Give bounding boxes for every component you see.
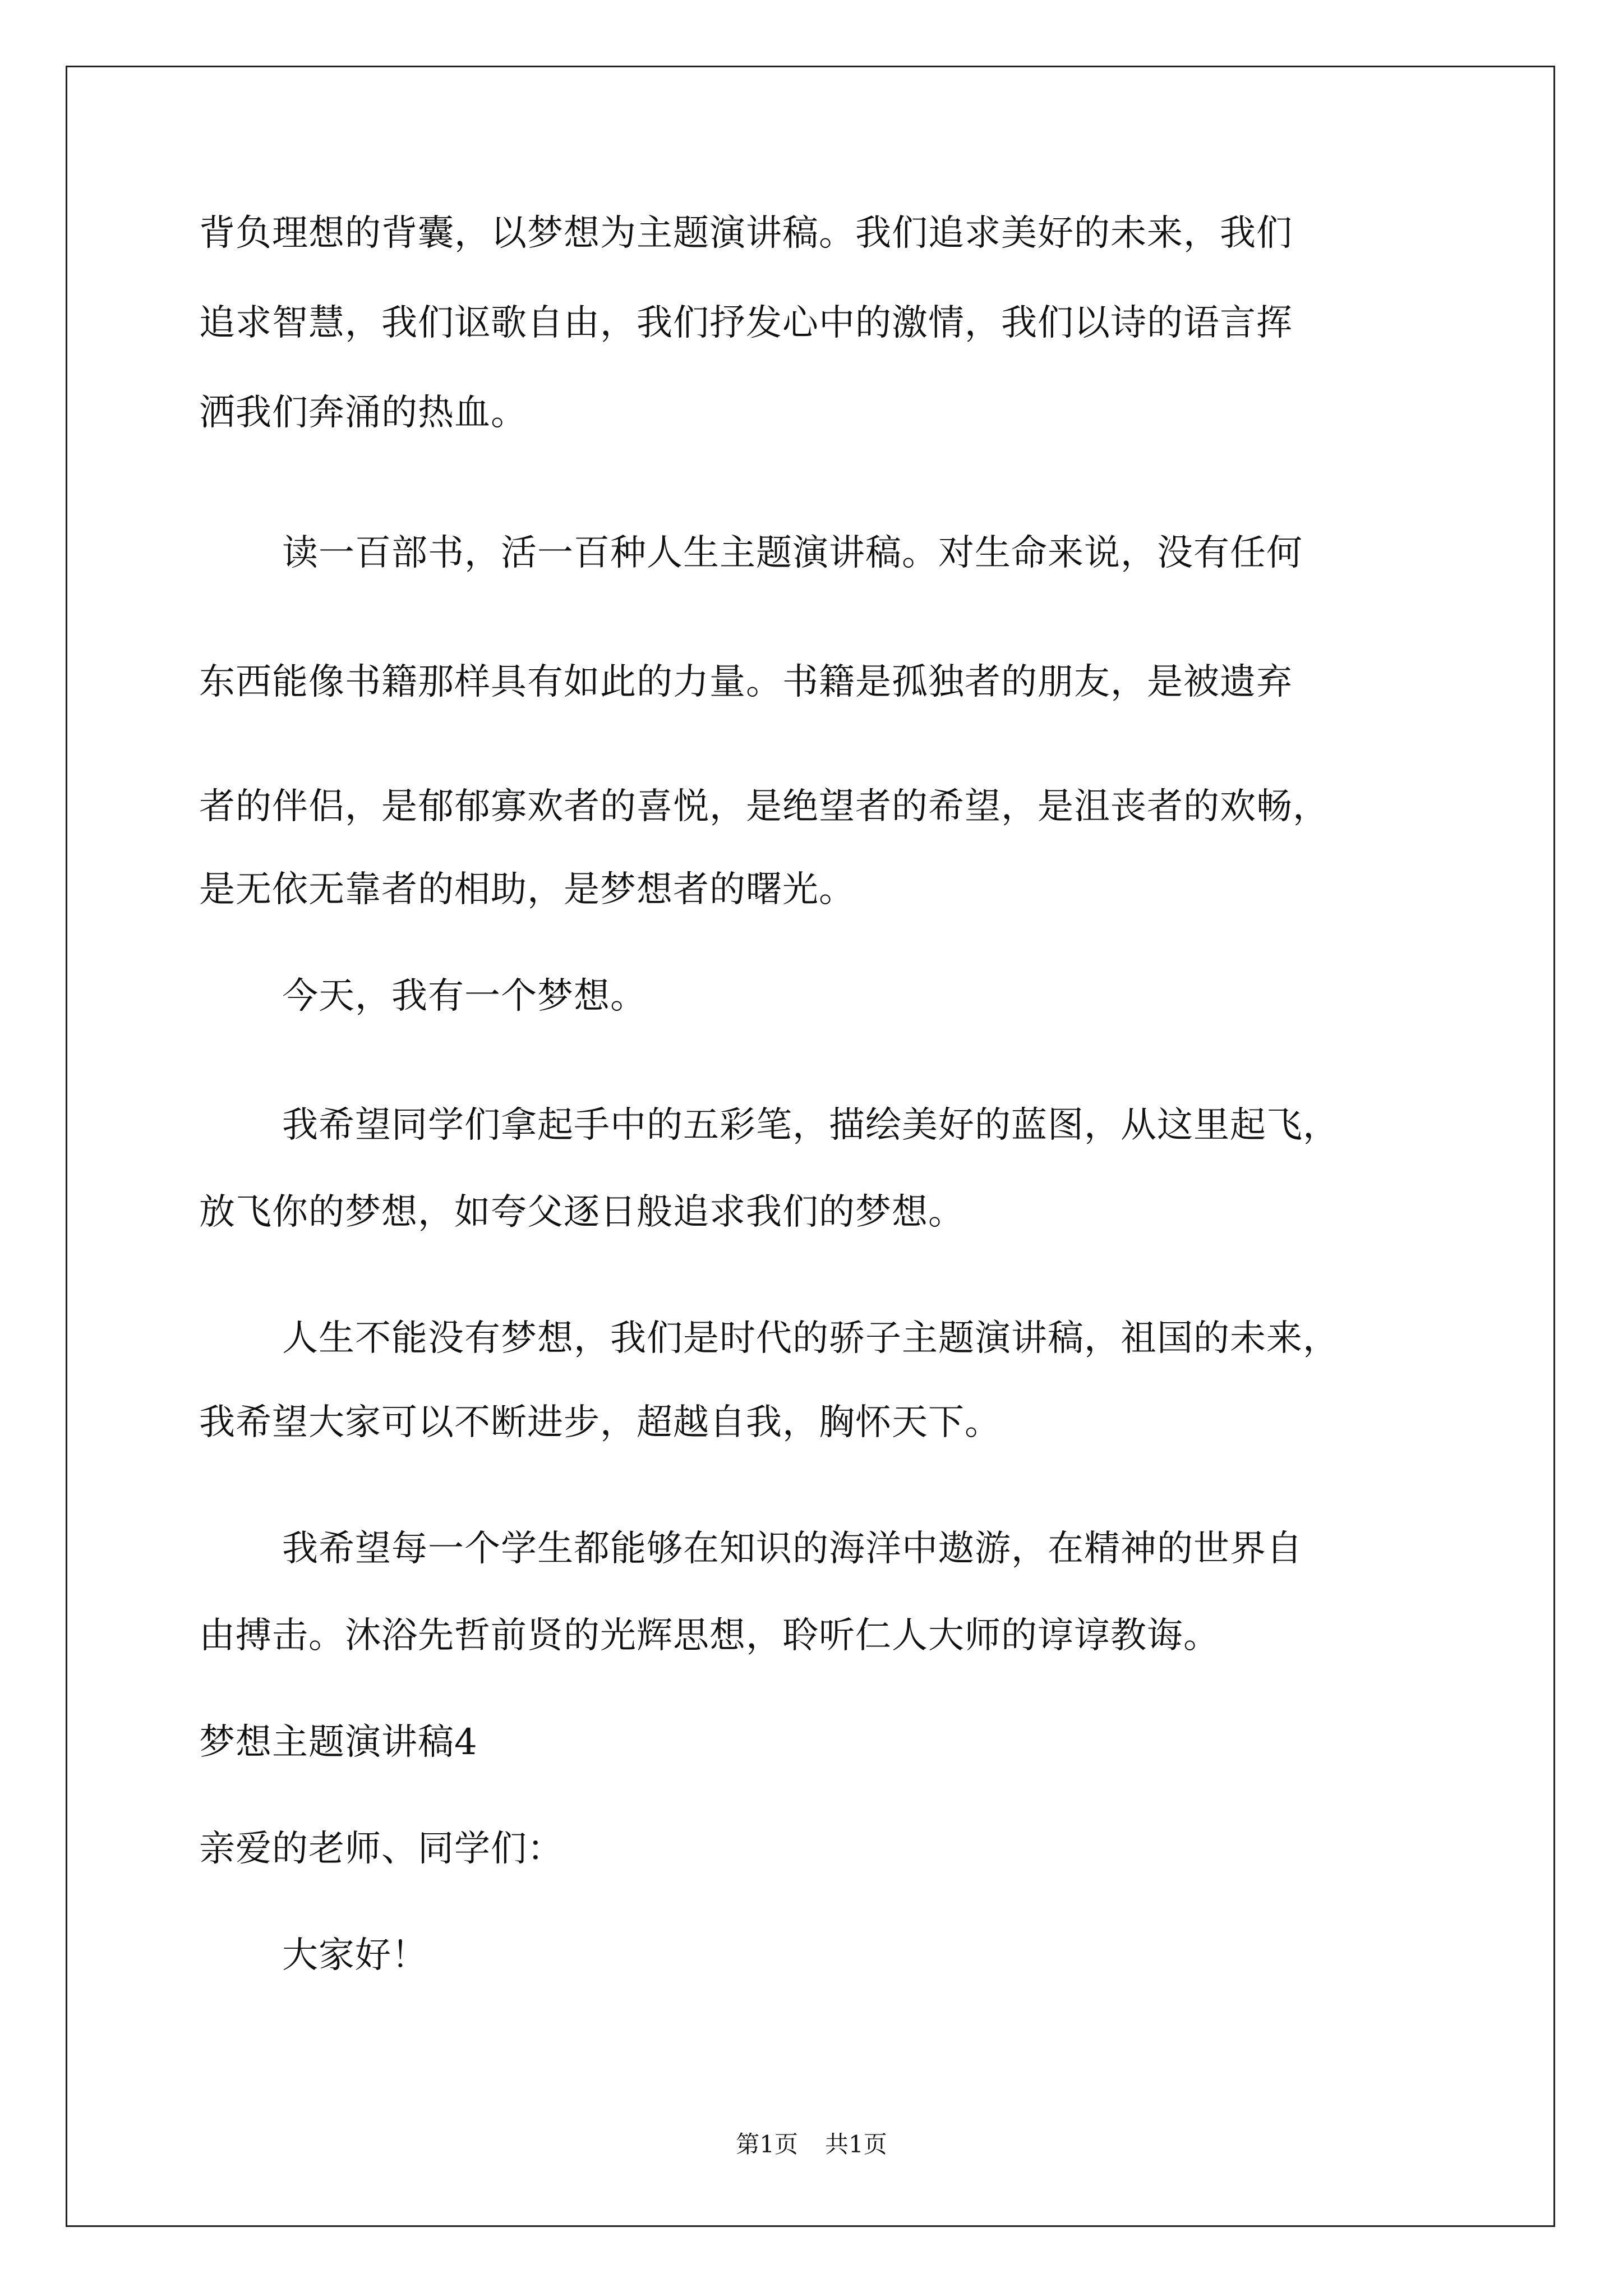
body-line: 追求智慧，我们讴歌自由，我们抒发心中的激情，我们以诗的语言挥 <box>199 302 1293 344</box>
body-line: 东西能像书籍那样具有如此的力量。书籍是孤独者的朋友，是被遗弃 <box>199 661 1293 703</box>
page-total: 共1页 <box>825 2131 887 2158</box>
section-heading: 梦想主题演讲稿4 <box>199 1722 478 1763</box>
page-number: 第1页 <box>736 2131 798 2158</box>
body-line: 我希望大家可以不断进步，超越自我，胸怀天下。 <box>199 1402 1001 1443</box>
body-line: 背负理想的背囊，以梦想为主题演讲稿。我们追求美好的未来，我们 <box>199 213 1293 254</box>
body-line: 者的伴侣，是郁郁寡欢者的喜悦，是绝望者的希望，是沮丧者的欢畅， <box>199 786 1329 827</box>
page-footer <box>0 2129 1623 2160</box>
greeting: 大家好！ <box>282 1935 428 1976</box>
body-line: 是无依无靠者的相助，是梦想者的曙光。 <box>199 869 855 910</box>
body-line: 放飞你的梦想，如夸父逐日般追求我们的梦想。 <box>199 1191 965 1233</box>
body-line: 人生不能没有梦想，我们是时代的骄子主题演讲稿，祖国的未来， <box>282 1318 1339 1359</box>
body-line: 我希望每一个学生都能够在知识的海洋中遨游，在精神的世界自 <box>282 1528 1303 1570</box>
body-line: 我希望同学们拿起手中的五彩笔，描绘美好的蓝图，从这里起飞， <box>282 1105 1339 1146</box>
body-line: 洒我们奔涌的热血。 <box>199 392 527 434</box>
body-line: 读一百部书，活一百种人生主题演讲稿。对生命来说，没有任何 <box>282 532 1303 574</box>
body-line: 由搏击。沐浴先哲前贤的光辉思想，聆听仁人大师的谆谆教诲。 <box>199 1615 1220 1657</box>
body-line: 今天，我有一个梦想。 <box>282 976 647 1017</box>
salutation: 亲爱的老师、同学们： <box>199 1828 564 1870</box>
